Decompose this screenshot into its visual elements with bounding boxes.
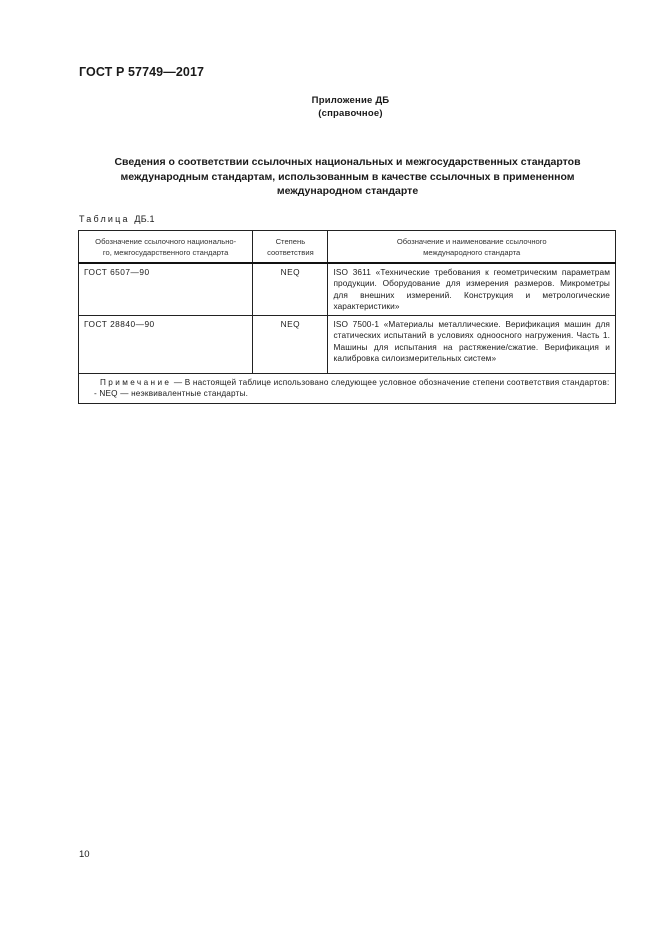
- header-text-line: Обозначение ссылочного национально-: [95, 236, 237, 246]
- national-standard-cell: ГОСТ 28840—90: [79, 316, 253, 374]
- header-text-line: международного стандарта: [423, 247, 521, 257]
- header-text-line: соответствия: [267, 247, 314, 257]
- table-note: [79, 374, 616, 404]
- header-text-line: го, межгосударственного стандарта: [102, 247, 229, 257]
- note-label: Примечание: [100, 378, 172, 388]
- table-note-row: [79, 374, 616, 404]
- section-title: [80, 155, 615, 199]
- column-header-national-standard: [79, 231, 253, 264]
- page-number: 10: [79, 849, 90, 860]
- table-caption: [79, 214, 155, 224]
- degree-cell: NEQ: [253, 316, 328, 374]
- international-standard-cell: ISO 3611 «Технические требования к геометрическим параметрам продукции. Оборудование для измерения размеров. Микрометры для внешних измерений. Конструкция и метрологические характеристики»: [328, 263, 616, 316]
- degree-cell: NEQ: [253, 263, 328, 316]
- appendix-label: Приложение ДБ: [311, 95, 390, 106]
- column-header-degree: [253, 231, 328, 264]
- note-text: — В настоящей таблице использовано следующее условное обозначение степени соответствия стандартов:: [173, 378, 610, 388]
- title-line-1: Сведения о соответствии ссылочных национальных и межгосударственных стандартов: [114, 156, 581, 168]
- title-line-3: международном стандарте: [276, 185, 419, 197]
- table-row: [79, 263, 616, 316]
- header-text-line: Степень: [275, 236, 306, 246]
- column-header-international-standard: [328, 231, 616, 264]
- header-text-line: Обозначение и наименование ссылочного: [396, 236, 547, 246]
- table-caption-number: ДБ.1: [134, 214, 155, 224]
- correspondence-table: [78, 230, 616, 404]
- table-caption-word: Таблица: [79, 214, 130, 224]
- title-line-2: международным стандартам, использованным в качестве ссылочных в примененном: [120, 170, 575, 183]
- appendix-type: (справочное): [318, 108, 383, 119]
- table-row: [79, 316, 616, 374]
- international-standard-cell: ISO 7500-1 «Материалы металлические. Верификация машин для статических испытаний в условиях одноосного нагружения. Часть 1. Машины для испытания на растяжение/сжатие. Верификация и калибровка силоизмерительных систем»: [328, 316, 616, 374]
- document-code: ГОСТ Р 57749—2017: [79, 65, 205, 79]
- note-item: - NEQ — неэквивалентные стандарты.: [94, 389, 249, 399]
- table-header-row: [79, 231, 616, 264]
- national-standard-cell: ГОСТ 6507—90: [79, 263, 253, 316]
- appendix-heading: [0, 94, 661, 120]
